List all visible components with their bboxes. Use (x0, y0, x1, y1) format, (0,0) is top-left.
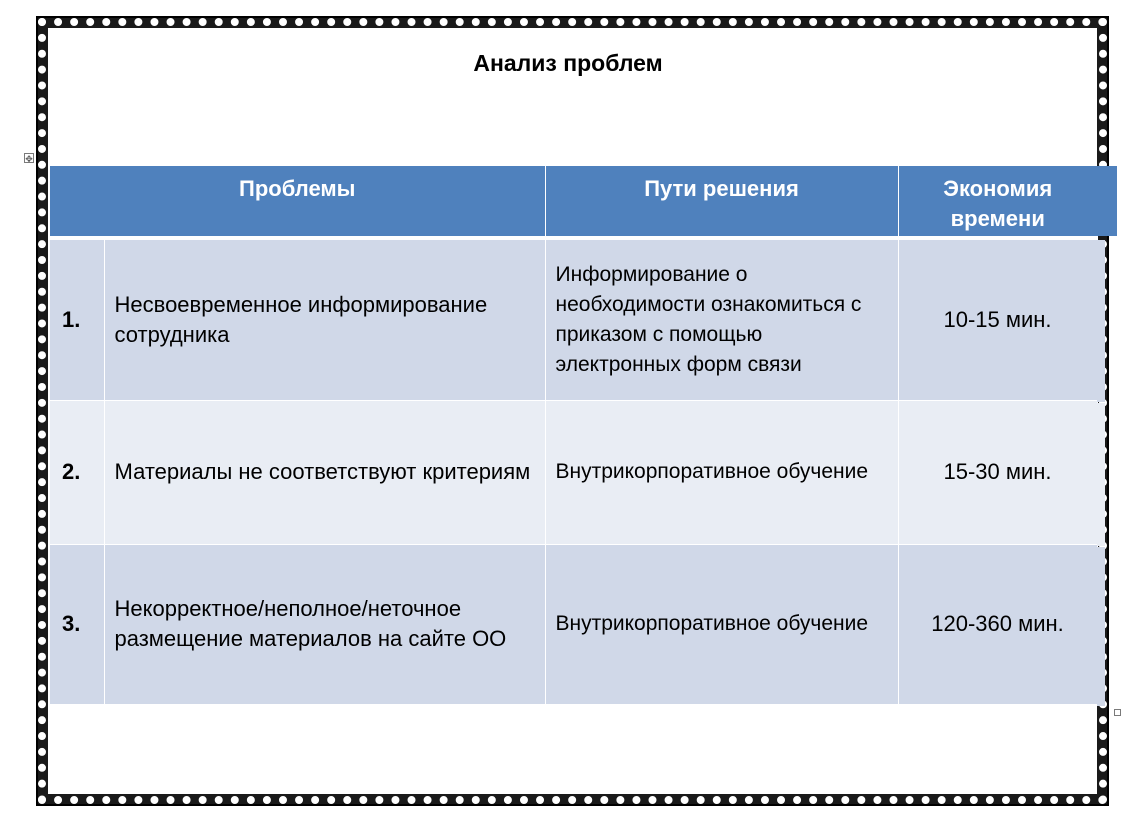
time-saving-cell: 120-360 мин. (898, 544, 1097, 704)
solution-cell: Внутрикорпоративное обучение (545, 544, 898, 704)
table-header-row (50, 166, 1097, 238)
solution-cell: Внутрикорпоративное обучение (545, 400, 898, 544)
header-solutions: Пути решения (545, 166, 898, 238)
page-title: Анализ проблем (473, 50, 663, 76)
problem-cell: Материалы не соответствуют критериям (104, 400, 545, 544)
problem-cell: Некорректное/неполное/неточное размещение материалов на сайте ОО (104, 544, 545, 704)
header-time-saving (898, 166, 1097, 238)
table-row (50, 544, 1097, 704)
row-extension (1097, 240, 1105, 402)
table-row (50, 400, 1097, 544)
row-number: 3. (50, 544, 104, 704)
row-number: 2. (50, 400, 104, 544)
row-extension (1097, 547, 1105, 706)
table-row (50, 238, 1097, 400)
solution-cell: Информирование о необходимости ознакомиться с приказом с помощью электронных форм связи (545, 238, 898, 400)
problem-cell: Несвоевременное информирование сотрудника (104, 238, 545, 400)
header-problems: Проблемы (50, 166, 545, 238)
problems-table (50, 166, 1098, 705)
header-time-saving-line1: Экономия (943, 176, 1053, 201)
row-extension (1097, 403, 1105, 546)
header-extension (1097, 166, 1117, 236)
resize-square-icon[interactable] (1114, 709, 1121, 716)
row-number: 1. (50, 238, 104, 400)
time-saving-cell: 15-30 мин. (898, 400, 1097, 544)
time-saving-cell: 10-15 мин. (898, 238, 1097, 400)
move-arrows-icon[interactable]: ✥ (25, 154, 33, 164)
header-time-saving-line2: времени (950, 206, 1045, 231)
